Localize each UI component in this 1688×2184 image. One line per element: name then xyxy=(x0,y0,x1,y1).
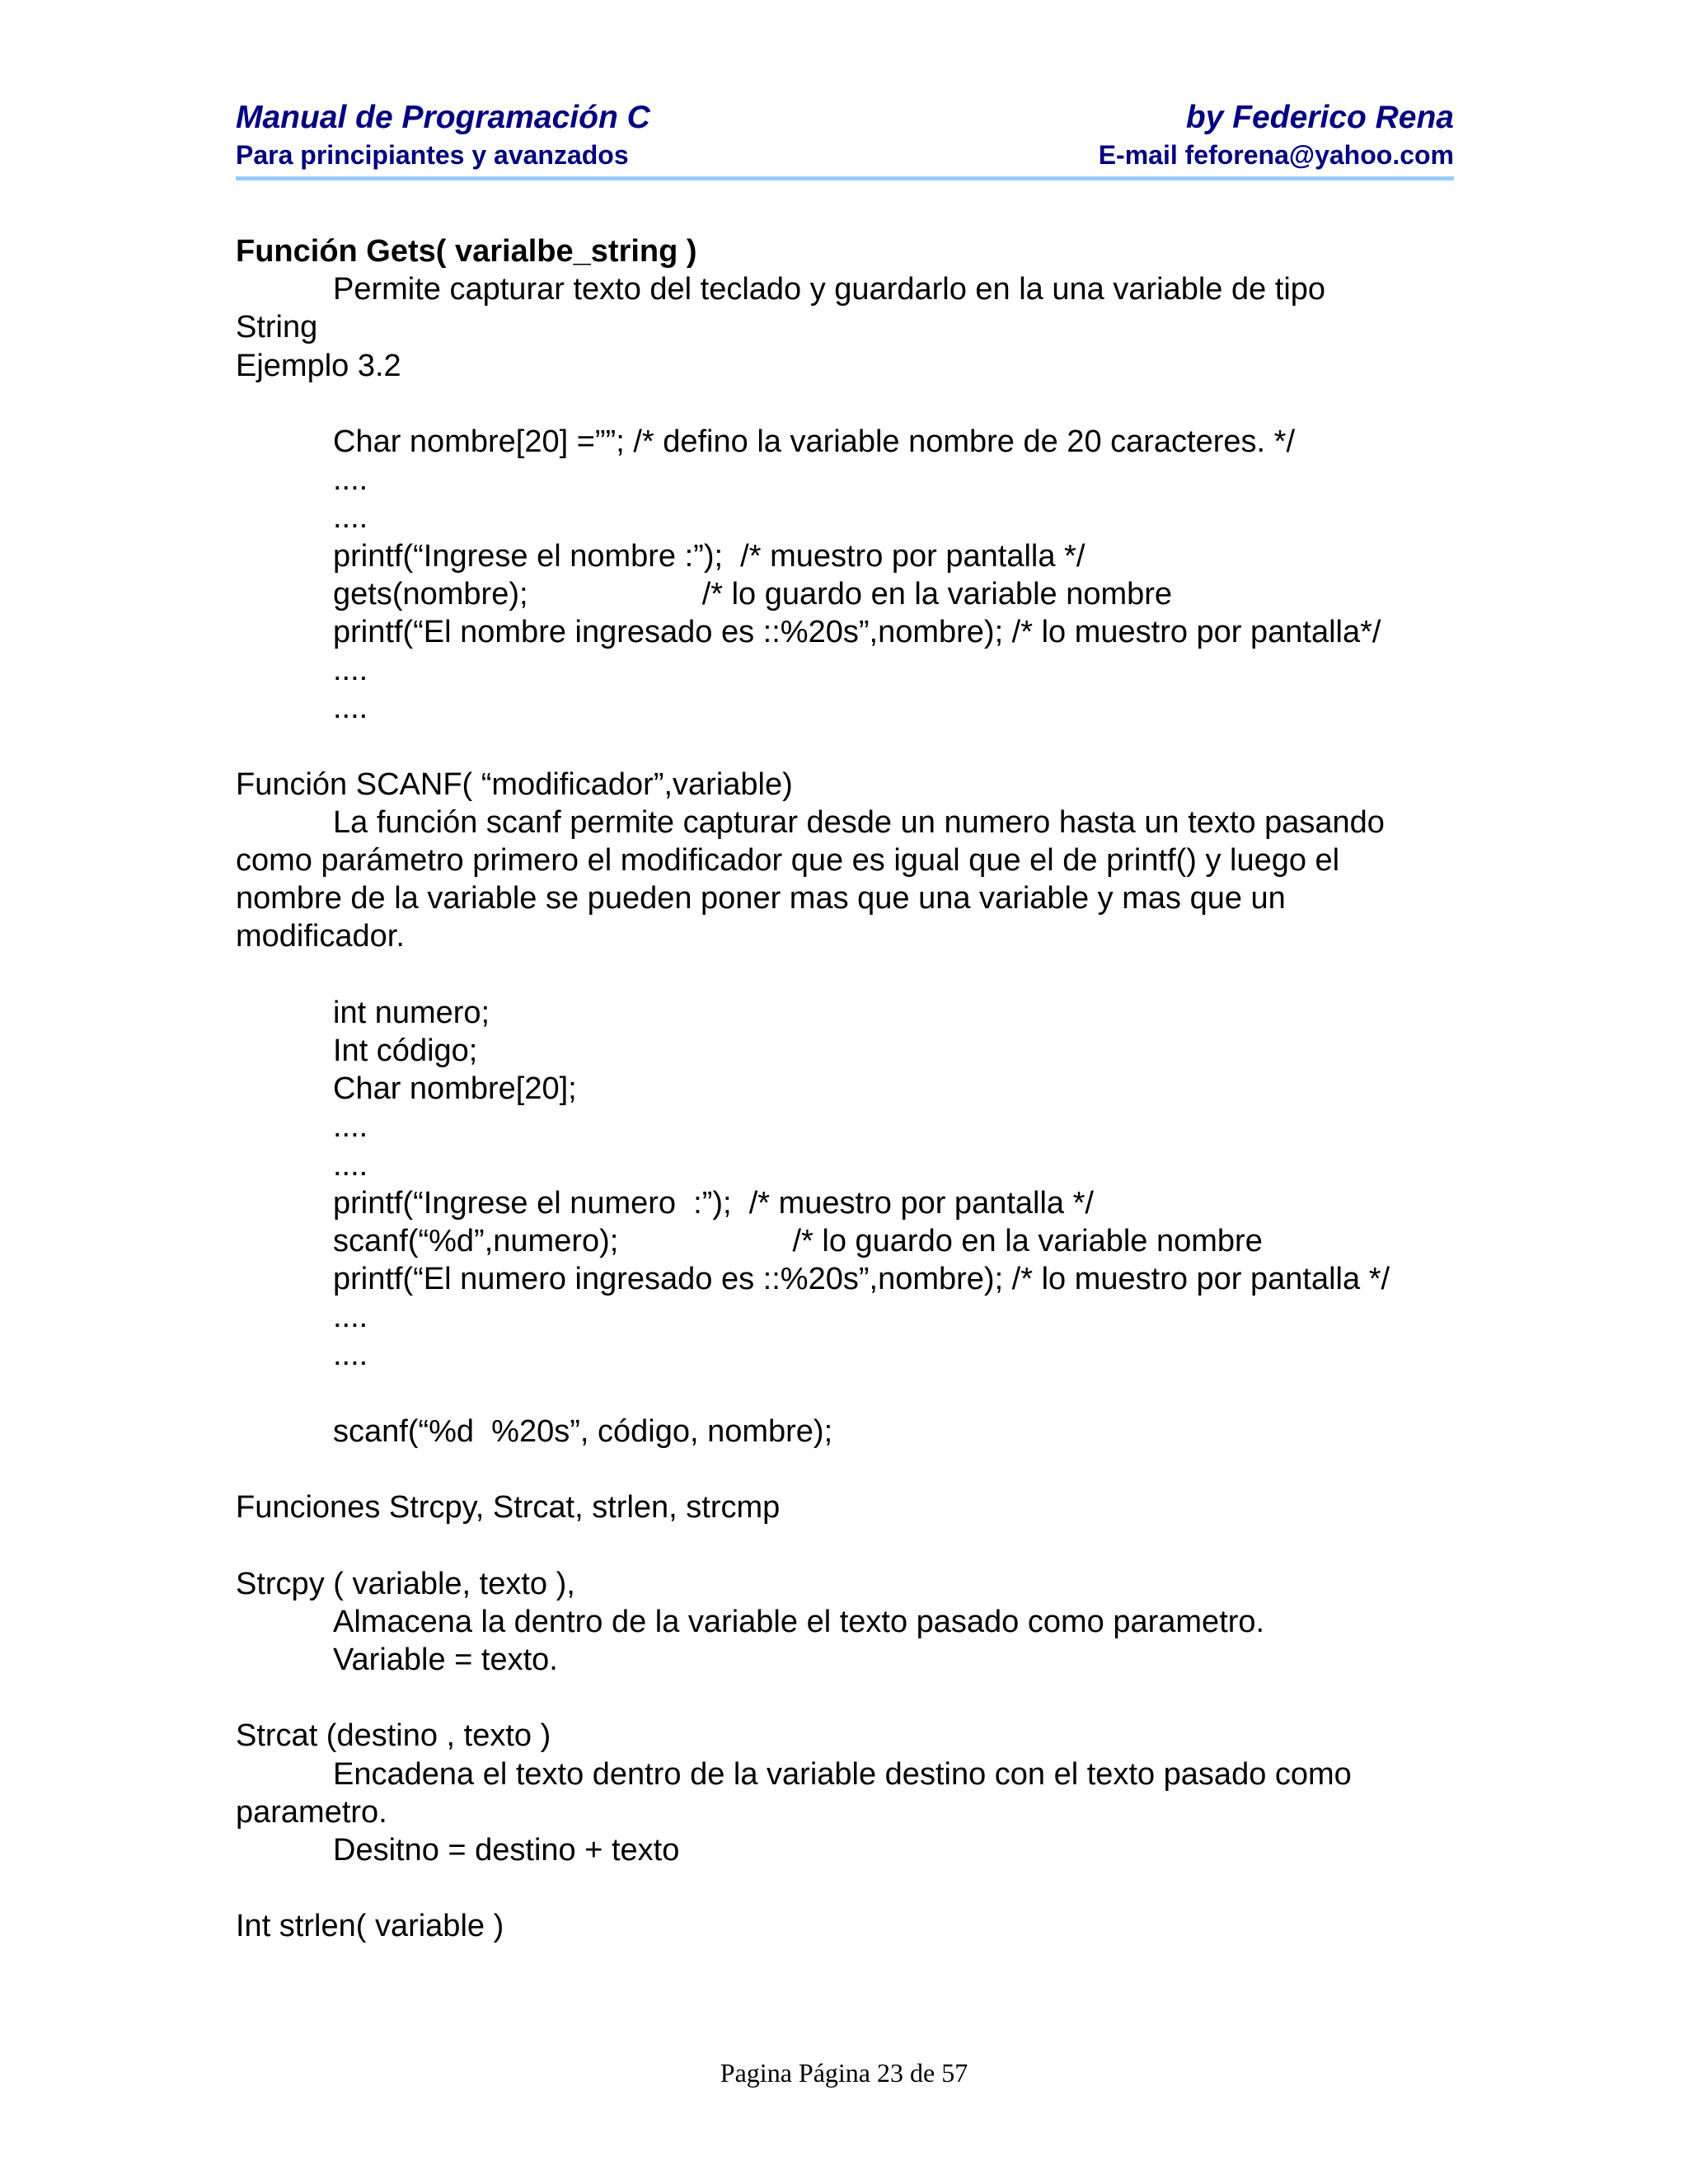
section-heading-scanf: Función SCANF( “modificador”,variable) xyxy=(236,766,793,802)
example-label: Ejemplo 3.2 xyxy=(236,348,401,383)
code-line: .... xyxy=(333,1338,368,1373)
paragraph-line: La función scanf permite capturar desde un numero hasta un texto pasando xyxy=(333,804,1385,840)
paragraph-line: Almacena la dentro de la variable el texto pasado como parametro. xyxy=(333,1604,1265,1639)
section-heading-gets: Función Gets( varialbe_string ) xyxy=(236,234,697,269)
function-heading-strcat: Strcat (destino , texto ) xyxy=(236,1718,551,1754)
code-line: scanf(“%d %20s”, código, nombre); xyxy=(333,1413,833,1449)
code-line: printf(“El numero ingresado es ::%20s”,nombre); /* lo muestro por pantalla */ xyxy=(333,1262,1390,1297)
code-line: printf(“El nombre ingresado es ::%20s”,nombre); /* lo muestro por pantalla*/ xyxy=(333,614,1381,649)
paragraph-line: Desitno = destino + texto xyxy=(333,1832,680,1868)
code-line: .... xyxy=(333,462,368,498)
blank-line xyxy=(236,1375,1456,1413)
code-line: scanf(“%d”,numero); /* lo guardo en la variable nombre xyxy=(333,1223,1263,1258)
document-title: Manual de Programación C xyxy=(236,100,650,135)
code-line: Char nombre[20] =””; /* defino la variable nombre de 20 caracteres. */ xyxy=(333,424,1295,459)
blank-line xyxy=(236,1679,1456,1717)
function-heading-strlen: Int strlen( variable ) xyxy=(236,1909,504,1944)
document-subtitle: Para principiantes y avanzados xyxy=(236,140,629,170)
code-line: .... xyxy=(333,500,368,536)
paragraph-line: Variable = texto. xyxy=(333,1642,558,1677)
paragraph-line: Encadena el texto dentro de la variable destino con el texto pasado como xyxy=(333,1756,1352,1792)
code-block-scanf xyxy=(236,994,1456,1375)
paragraph-line: como parámetro primero el modificador que es igual que el de printf() y luego el xyxy=(236,843,1340,878)
code-line: printf(“Ingrese el numero :”); /* muestro por pantalla */ xyxy=(333,1185,1094,1221)
paragraph-line: String xyxy=(236,310,318,345)
code-line: .... xyxy=(333,1109,368,1145)
paragraph-line: Permite capturar texto del teclado y guardarlo en la una variable de tipo xyxy=(333,272,1326,307)
page-content xyxy=(236,232,1456,1945)
paragraph-line: nombre de la variable se pueden poner mas que una variable y mas que un xyxy=(236,881,1286,916)
paragraph-line: parametro. xyxy=(236,1794,387,1830)
blank-line xyxy=(236,1526,1456,1564)
page-header xyxy=(236,99,1454,181)
code-block-gets xyxy=(236,423,1456,728)
blank-line xyxy=(236,727,1456,765)
section-heading-string-functions: Funciones Strcpy, Strcat, strlen, strcmp xyxy=(236,1490,781,1526)
blank-line xyxy=(236,385,1456,423)
code-line: .... xyxy=(333,1300,368,1335)
function-heading-strcpy: Strcpy ( variable, texto ), xyxy=(236,1566,575,1601)
code-line: .... xyxy=(333,653,368,688)
page-number: Pagina Página 23 de 57 xyxy=(720,2058,968,2088)
code-line: int numero; xyxy=(333,995,490,1030)
code-line: .... xyxy=(333,691,368,726)
blank-line xyxy=(236,1869,1456,1907)
header-divider xyxy=(236,176,1454,180)
blank-line xyxy=(236,1451,1456,1488)
code-line: Int código; xyxy=(333,1033,478,1068)
code-line: .... xyxy=(333,1147,368,1183)
code-line: gets(nombre); /* lo guardo en la variable nombre xyxy=(333,576,1173,612)
author-email: E-mail feforena@yahoo.com xyxy=(1098,140,1454,170)
document-author: by Federico Rena xyxy=(1185,100,1454,135)
code-line: Char nombre[20]; xyxy=(333,1071,577,1107)
code-line: printf(“Ingrese el nombre :”); /* muestro por pantalla */ xyxy=(333,538,1085,574)
paragraph-line: modificador. xyxy=(236,919,405,954)
blank-line xyxy=(236,956,1456,994)
